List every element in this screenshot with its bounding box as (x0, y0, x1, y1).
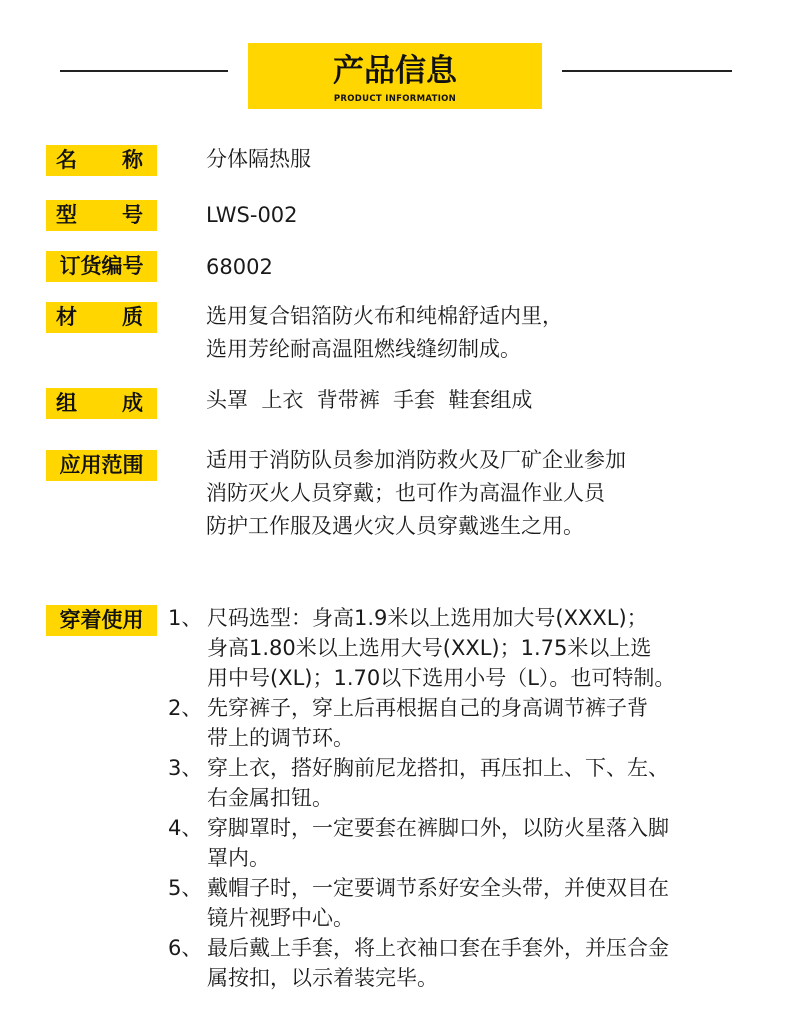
usage-step (168, 873, 768, 933)
label-material-char-2: 质 (122, 305, 143, 329)
material-line: 选用芳纶耐高温阻燃线缝纫制成。 (206, 337, 521, 361)
step-line: 右金属扣钮。 (207, 786, 333, 810)
page-title: 产品信息 (333, 53, 457, 89)
label-order-no: 订货编号 (46, 251, 157, 282)
step-line: 最后戴上手套，将上衣袖口套在手套外，并压合金 (207, 936, 669, 960)
label-composition-char-1: 组 (56, 391, 77, 415)
label-material (46, 302, 157, 333)
label-material-char-1: 材 (56, 305, 77, 329)
header-title-box (248, 43, 542, 109)
step-line: 身高1.80米以上选用大号(XXL)；1.75米以上选 (207, 636, 652, 660)
material-line: 选用复合铝箔防火布和纯棉舒适内里， (206, 304, 563, 328)
scope-line: 适用于消防队员参加消防救火及厂矿企业参加 (206, 448, 626, 472)
label-composition-char-2: 成 (122, 391, 143, 415)
header-divider-right (562, 70, 732, 72)
step-number: 3、 (168, 756, 203, 780)
page-subtitle: PRODUCT INFORMATION (333, 94, 457, 104)
usage-steps (168, 603, 768, 993)
label-name (46, 145, 157, 176)
step-number: 4、 (168, 816, 203, 840)
usage-step (168, 603, 768, 693)
step-line: 穿脚罩时，一定要套在裤脚口外，以防火星落入脚 (207, 816, 669, 840)
step-number: 6、 (168, 936, 203, 960)
value-scope (206, 444, 626, 543)
step-line: 属按扣，以示着装完毕。 (207, 966, 438, 990)
label-name-char-1: 名 (56, 148, 77, 172)
step-line: 带上的调节环。 (207, 726, 354, 750)
label-model-char-1: 型 (56, 203, 77, 227)
scope-line: 防护工作服及遇火灾人员穿戴逃生之用。 (206, 514, 584, 538)
label-composition (46, 388, 157, 419)
value-material (206, 300, 563, 366)
usage-step (168, 933, 768, 993)
label-scope: 应用范围 (46, 450, 157, 481)
label-model-char-2: 号 (122, 203, 143, 227)
step-line: 穿上衣，搭好胸前尼龙搭扣，再压扣上、下、左、 (207, 756, 669, 780)
step-line: 罩内。 (207, 846, 270, 870)
value-order-no: 68002 (206, 255, 273, 279)
usage-step (168, 753, 768, 813)
step-line: 先穿裤子，穿上后再根据自己的身高调节裤子背 (207, 696, 648, 720)
scope-line: 消防灭火人员穿戴；也可作为高温作业人员 (206, 481, 605, 505)
step-line: 用中号(XL)；1.70以下选用小号（L）。也可特制。 (207, 666, 676, 690)
label-usage: 穿着使用 (46, 605, 157, 636)
step-line: 尺码选型：身高1.9米以上选用加大号(XXXL)； (207, 606, 648, 630)
value-model: LWS-002 (206, 203, 298, 227)
label-name-char-2: 称 (122, 148, 143, 172)
step-number: 1、 (168, 606, 203, 630)
label-model (46, 200, 157, 231)
value-composition: 头罩 上衣 背带裤 手套 鞋套组成 (206, 388, 533, 412)
step-line: 镜片视野中心。 (207, 906, 354, 930)
header-divider-left (60, 70, 228, 72)
step-number: 5、 (168, 876, 203, 900)
usage-step (168, 813, 768, 873)
step-line: 戴帽子时，一定要调节系好安全头带，并使双目在 (207, 876, 669, 900)
step-number: 2、 (168, 696, 203, 720)
usage-step (168, 693, 768, 753)
value-name: 分体隔热服 (206, 147, 311, 171)
